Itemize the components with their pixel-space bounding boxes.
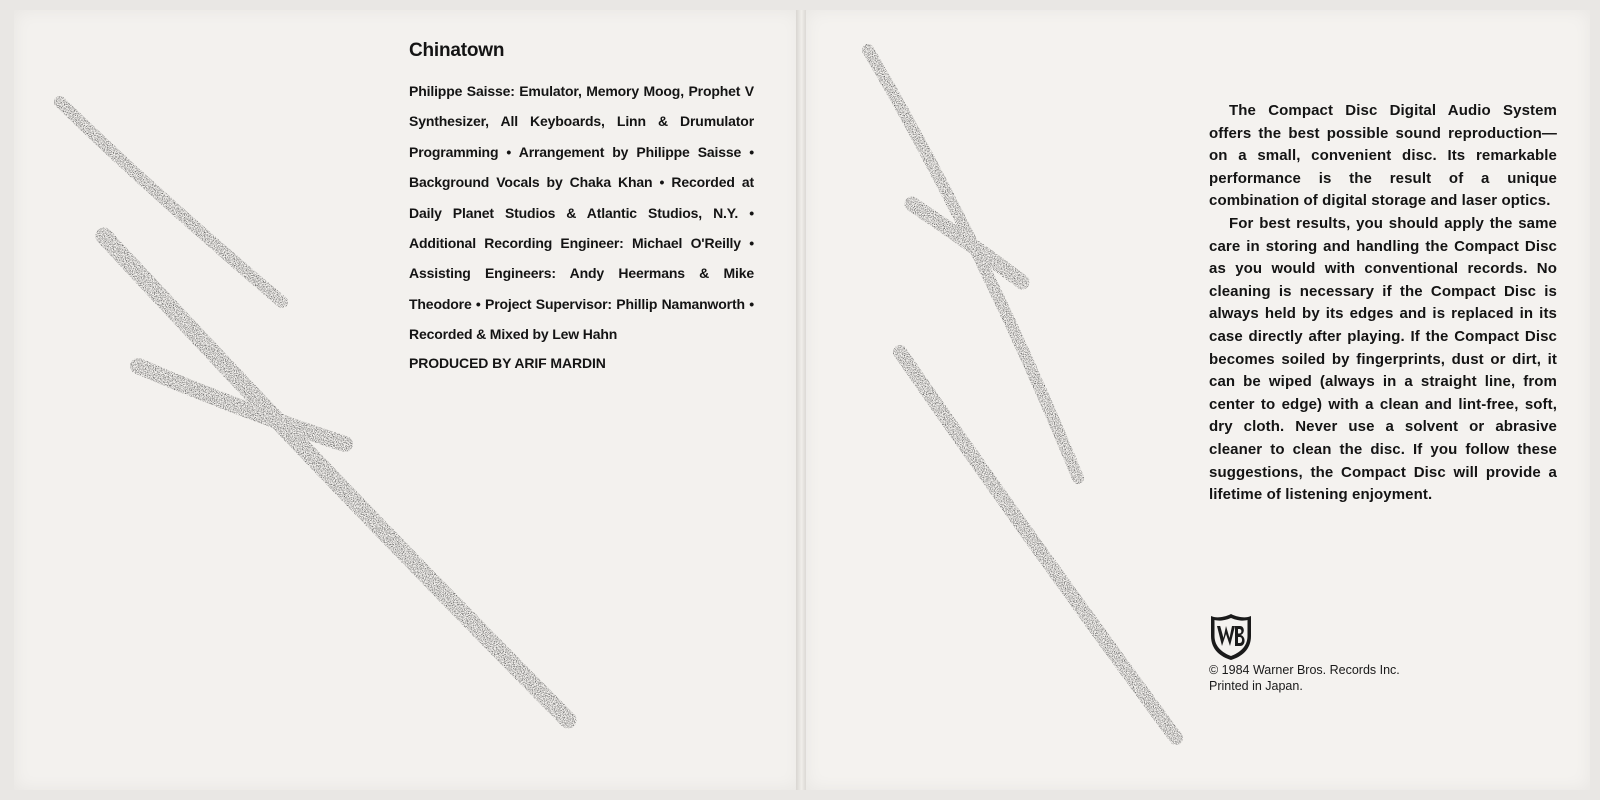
- compact-disc-care-notice: [1209, 100, 1557, 507]
- producer-credit: PRODUCED BY ARIF MARDIN: [409, 354, 606, 371]
- track-title: Chinatown: [409, 40, 505, 61]
- notice-paragraph-1: The Compact Disc Digital Audio System offers the best possible sound reproduction—on a small, convenient disc. Its remarkable performance is the result of a unique combination of digital storage and laser optics.: [1209, 102, 1557, 210]
- notice-paragraph-2: For best results, you should apply the same care in storing and handling the Compact Disc as you would with conventional records. No cleaning is necessary if the Compact Disc is always held by its edges and is replaced in its case directly after playing. If the Compact Disc becomes soiled by fingerprints, dust or dirt, it can be wiped (always in a straight line, from center to edge) with a clean and lint-free, soft, dry cloth. Never use a solvent or abrasive cleaner to clean the disc. If you follow these suggestions, the Compact Disc will provide a lifetime of listening enjoyment.: [1209, 214, 1557, 504]
- copyright-line: © 1984 Warner Bros. Records Inc.: [1209, 663, 1400, 677]
- printed-in-line: Printed in Japan.: [1209, 679, 1303, 693]
- copyright-block: [1209, 662, 1469, 694]
- track-credits: [409, 40, 754, 376]
- credits-text: Philippe Saisse: Emulator, Memory Moog, Prophet V Synthesizer, All Keyboards, Linn & Drumulator Programming • Arrangement by Philippe Saisse • Background Vocals by Chaka Khan • Recorded at Daily Planet Studios & Atlantic Studios, N.Y. • Additional Recording Engineer: Michael O'Reilly • Assisting Engineers: Andy Heermans & Mike Theodore • Project Supervisor: Phillip Namanworth • Recorded & Mixed by Lew Hahn: [409, 83, 754, 343]
- warner-bros-shield-icon: [1209, 612, 1253, 662]
